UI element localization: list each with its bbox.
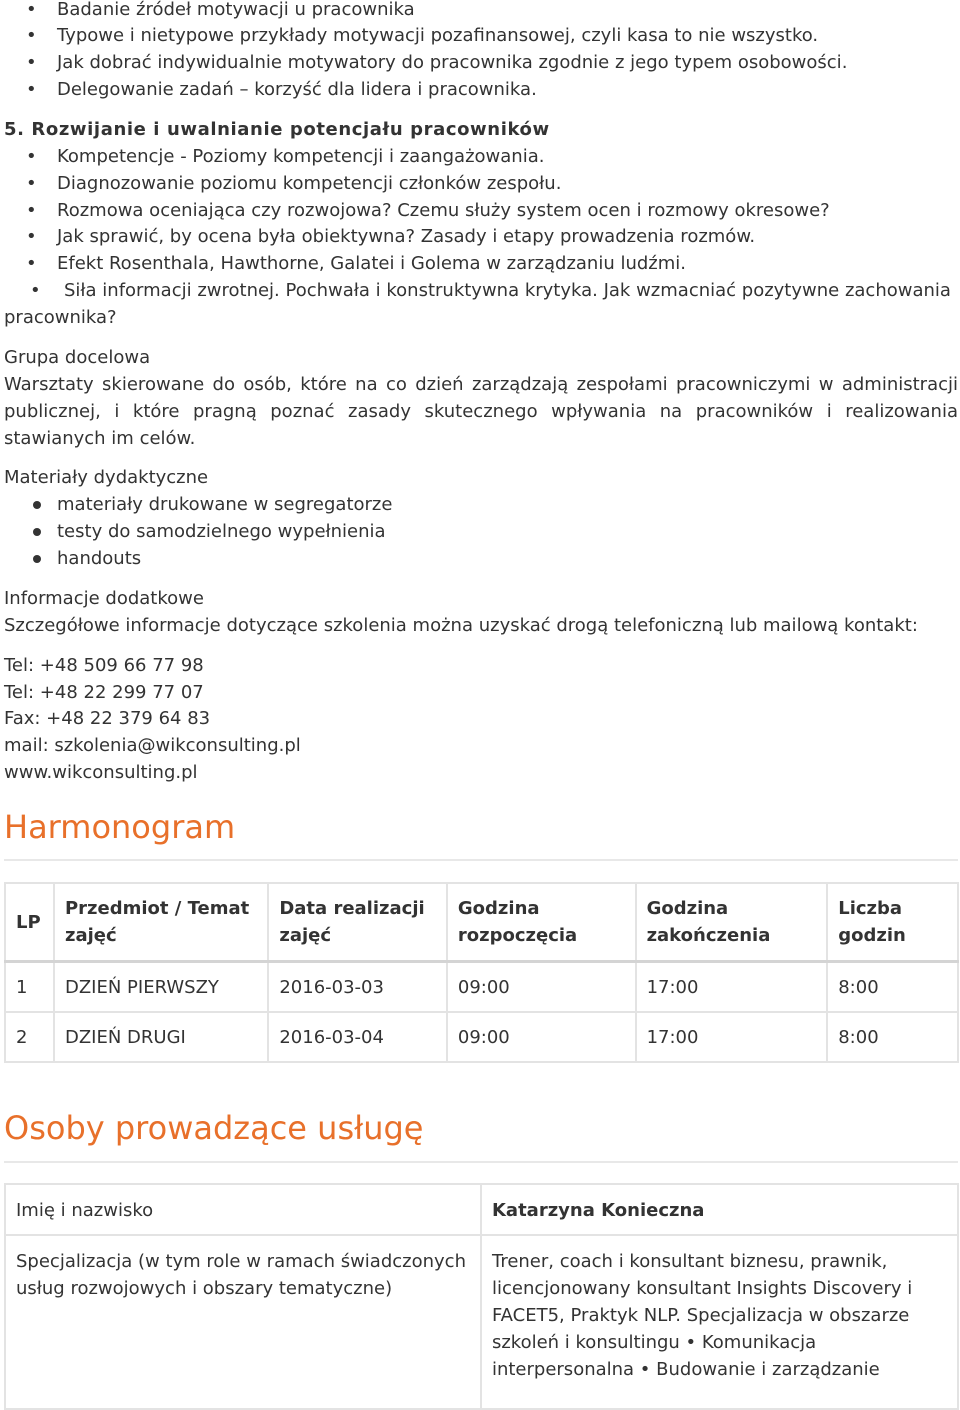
list-item-text: Efekt Rosenthala, Hawthorne, Galatei i Golema w zarządzaniu ludźmi. (57, 253, 686, 274)
grupa-docelowa-text: Warsztaty skierowane do osób, które na co dzień zarządzają zespołami pracowniczymi w administracji publicznej, i które pragną poznać zasady skutecznego wpływania na pracowników i realizowania stawianych im celów. (4, 374, 958, 449)
contact-email-link[interactable]: mail: szkolenia@wikconsulting.pl (4, 735, 301, 756)
table-row (5, 1235, 958, 1409)
table-cell: 17:00 (636, 1012, 828, 1062)
column-header-subject: Przedmiot / Temat zajęć (54, 883, 268, 962)
table-row (5, 1184, 958, 1235)
specialization-label-cell: Specjalizacja (w tym role w ramach świadczonych usług rozwojowych i obszary tematyczne) (5, 1235, 481, 1409)
contact-phone-1: Tel: +48 509 66 77 98 (4, 655, 204, 676)
list-item-text: Diagnozowanie poziomu kompetencji członków zespołu. (57, 173, 562, 194)
osoby-title: Osoby prowadzące usługę (4, 1109, 424, 1147)
table-header-row (5, 883, 958, 962)
table-cell: 09:00 (447, 962, 636, 1013)
column-header-start: Godzina rozpoczęcia (447, 883, 636, 962)
column-header-date: Data realizacji zajęć (268, 883, 447, 962)
column-header-end: Godzina zakończenia (636, 883, 828, 962)
name-value-cell: Katarzyna Konieczna (481, 1184, 958, 1235)
list-item-text: Delegowanie zadań – korzyść dla lidera i pracownika. (57, 79, 537, 100)
list-item-text: Badanie źródeł motywacji u pracownika (57, 0, 415, 20)
table-cell: 2016-03-04 (268, 1012, 447, 1062)
contact-phone-2: Tel: +48 22 299 77 07 (4, 682, 204, 703)
table-cell: 8:00 (827, 962, 958, 1013)
document-page: • Badanie źródeł motywacji u pracownika • Typowe i nietypowe przykłady motywacji pozafinansowej, czyli kasa to nie wszystko. • Jak dobrać indywidualnie motywatory do pracownika zgodnie z jego typem osobowości. • Delegowanie zadań – korzyść dla lidera i pracownika. 5. Rozwijanie i uwalnianie potencjału pracowników • Kompetencje - Poziomy kompetencji i zaangażowania. • Diagnozowanie poziomu kompetencji członków zespołu. • Rozmowa oceniająca czy rozwojowa? Czemu służy system ocen i rozmowy okresowe? • Jak sprawić, by ocena była obiektywna? Zasady i etapy prowadzenia rozmów. • Efekt Rosenthala, Hawthorne, Galatei i Golema w zarządzaniu ludźmi. • Siła informacji zwrotnej. Pochwała i konstruktywna krytyka. Jak wzmacniać pozytywne zachowania pracownika? Grupa docelowa Warsztaty skierowane do osób, które na co dzień zarządzają zespołami pracowniczymi w administracji publicznej, i które pragną poznać zasady skutecznego wpływania na pracowników i realizowania stawianych im celów. Materiały dydaktyczne materiały drukowane w segregatorze testy do samodzielnego wypełnienia handouts Informacje dodatkowe Szczegółowe informacje dotyczące szkolenia można uzyskać drogą telefoniczną lub mailową kontakt: Tel: +48 509 66 77 98 Tel: +48 22 299 77 07 Fax: +48 22 379 64 83 mail: szkolenia@wikconsulting.pl www.wikconsulting.pl Harmonogram LP Przedmiot / Temat zajęć Data realizacji zajęć Godzina rozpoczęcia Godzina zakończenia Liczba godzin 1 DZIEŃ PIERWSZY 2016-03-03 09:00 17:00 8:00 2 DZIEŃ DRUGI 2016-03-04 09:00 17:00 8:00 Osoby prowadzące usługę Imię i nazwisko Katarzyna Konieczna Specjalizacja (w tym role w ramach świadczonych usług rozwojowych i obszary tematyczne) Trener, coach i konsultant biznesu, prawnik, licencjonowany konsultant Insights Discovery i FACET5, Praktyk NLP. Specjalizacja w obszarze szkoleń i konsultingu • Komunikacja interpersonalna • Budowanie i zarządzanie (0, 0, 960, 1397)
table-cell: DZIEŃ PIERWSZY (54, 962, 268, 1013)
osoby-divider (4, 1161, 958, 1163)
list-item-text: Siła informacji zwrotnej. Pochwała i konstruktywna krytyka. Jak wzmacniać pozytywne zachowania (64, 280, 951, 301)
list-item-text: testy do samodzielnego wypełnienia (57, 521, 386, 542)
table-row (5, 1012, 958, 1062)
harmonogram-divider (4, 859, 958, 861)
informacje-label: Informacje dodatkowe (4, 588, 204, 609)
table-cell: 8:00 (827, 1012, 958, 1062)
contact-website-link[interactable]: www.wikconsulting.pl (4, 762, 198, 783)
list-item-text: handouts (57, 548, 142, 569)
list-item-text: Jak sprawić, by ocena była obiektywna? Zasady i etapy prowadzenia rozmów. (57, 226, 756, 247)
osoby-table (4, 1183, 959, 1410)
table-cell: DZIEŃ DRUGI (54, 1012, 268, 1062)
harmonogram-table (4, 882, 959, 1063)
list-item-text: Kompetencje - Poziomy kompetencji i zaangażowania. (57, 146, 545, 167)
table-cell: 1 (5, 962, 54, 1013)
list-item-text: Rozmowa oceniająca czy rozwojowa? Czemu służy system ocen i rozmowy okresowe? (57, 200, 830, 221)
name-label-cell: Imię i nazwisko (5, 1184, 481, 1235)
list-item-continuation: pracownika? (4, 307, 117, 328)
section-5-heading: 5. Rozwijanie i uwalnianie potencjału pracowników (4, 119, 550, 140)
materialy-label: Materiały dydaktyczne (4, 467, 209, 488)
column-header-hours: Liczba godzin (827, 883, 958, 962)
list-item-text: Jak dobrać indywidualnie motywatory do pracownika zgodnie z jego typem osobowości. (57, 52, 848, 73)
grupa-docelowa-label: Grupa docelowa (4, 347, 151, 368)
table-cell: 2016-03-03 (268, 962, 447, 1013)
specialization-value-cell: Trener, coach i konsultant biznesu, prawnik, licencjonowany konsultant Insights Discovery i FACET5, Praktyk NLP. Specjalizacja w obszarze szkoleń i konsultingu • Komunikacja interpersonalna • Budowanie i zarządzanie (481, 1235, 958, 1409)
column-header-lp: LP (5, 883, 54, 962)
list-item-text: materiały drukowane w segregatorze (57, 494, 393, 515)
table-cell: 2 (5, 1012, 54, 1062)
table-cell: 17:00 (636, 962, 828, 1013)
table-row (5, 962, 958, 1013)
informacje-text: Szczegółowe informacje dotyczące szkolenia można uzyskać drogą telefoniczną lub mailową kontakt: (4, 615, 918, 636)
harmonogram-title: Harmonogram (4, 808, 236, 846)
list-item-text: Typowe i nietypowe przykłady motywacji pozafinansowej, czyli kasa to nie wszystko. (57, 25, 819, 46)
contact-fax: Fax: +48 22 379 64 83 (4, 708, 211, 729)
table-cell: 09:00 (447, 1012, 636, 1062)
